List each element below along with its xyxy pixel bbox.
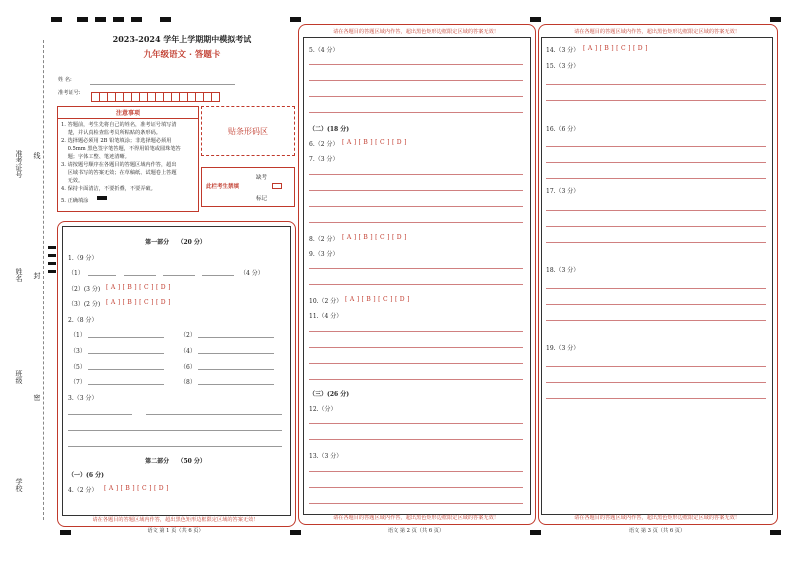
q2-item: （4） [180, 348, 196, 355]
answer-area-2 [303, 37, 531, 515]
q1-r3-options[interactable]: [ A ] [ B ] [ C ] [ D ] [106, 299, 171, 306]
q2-item: （8） [180, 379, 196, 386]
q2-item: （3） [70, 348, 86, 355]
answer-line[interactable] [546, 84, 766, 85]
q2-item: （7） [70, 379, 86, 386]
q8-label: 8.（2 分） [309, 236, 339, 243]
answer-line[interactable] [309, 268, 523, 269]
notice-item: 区域书写的答案无效；在草稿纸、试题卷上答题 [61, 170, 177, 176]
answer-line[interactable] [309, 174, 523, 175]
answer-line[interactable] [309, 222, 523, 223]
side-secret-label: 密 [33, 394, 41, 401]
answer-line[interactable] [546, 210, 766, 211]
answer-notice: 请在各题目的答题区域内作答，超出黑色矩形边框限定区域的答案无效！ [573, 515, 740, 521]
q9-label: 9.（3 分） [309, 251, 339, 258]
barcode-area [201, 106, 295, 156]
side-name-label: 姓名 [15, 268, 23, 282]
sub2-label: （二）(18 分) [309, 126, 350, 133]
absent-text: 标记 [256, 196, 268, 202]
answer-line[interactable] [309, 363, 523, 364]
answer-line[interactable] [546, 242, 766, 243]
barcode-label: 贴条形码区 [228, 126, 268, 136]
q5-label: 5.（4 分） [309, 47, 339, 54]
absent-text: 缺考 [256, 175, 268, 181]
answer-line[interactable] [68, 414, 132, 415]
notice-item: 4. 保持卡面清洁，不要折叠，不要弄破。 [61, 186, 156, 192]
answer-line[interactable] [309, 80, 523, 81]
answer-line[interactable] [309, 64, 523, 65]
answer-line[interactable] [546, 398, 766, 399]
answer-line[interactable] [546, 226, 766, 227]
anchor-mark [77, 17, 88, 22]
section1-title: 第一部分 （20 分） [145, 239, 206, 246]
answer-line[interactable] [309, 347, 523, 348]
answer-line[interactable] [309, 471, 523, 472]
answer-line[interactable] [146, 414, 282, 415]
side-school-label: 学校 [15, 478, 23, 492]
side-ticket-label: 准考证号 [15, 150, 23, 178]
anchor-mark [113, 17, 124, 22]
q4-options[interactable]: [ A ] [ B ] [ C ] [ D ] [104, 485, 169, 492]
notice-item: 0.5mm 黑色签字笔答题，不得用铅笔或圆珠笔答 [61, 146, 181, 152]
sub3-label: （三）(26 分) [309, 391, 350, 398]
exam-title: 2023-2024 学年上学期期中模拟考试 [112, 34, 252, 44]
anchor-mark [48, 246, 56, 249]
q16-label: 16.（6 分） [546, 126, 580, 133]
answer-line[interactable] [202, 275, 234, 276]
answer-line[interactable] [198, 384, 274, 385]
answer-line[interactable] [163, 275, 195, 276]
answer-line[interactable] [309, 423, 523, 424]
answer-line[interactable] [68, 430, 282, 431]
q2-item: （5） [70, 364, 86, 371]
answer-line[interactable] [546, 288, 766, 289]
page-footer: 语文 第 1 页（共 6 页） [147, 528, 204, 534]
anchor-mark [95, 17, 106, 22]
notice-item: 无效。 [61, 178, 84, 184]
q1-r2-options[interactable]: [ A ] [ B ] [ C ] [ D ] [106, 284, 171, 291]
answer-line[interactable] [309, 206, 523, 207]
answer-line[interactable] [68, 446, 282, 447]
answer-area-3 [541, 37, 773, 515]
q13-label: 13.（3 分） [309, 453, 343, 460]
notice-item: 2. 选择题必须用 2B 铅笔填涂；非选择题必须用 [61, 138, 172, 144]
answer-line[interactable] [309, 112, 523, 113]
q19-label: 19.（3 分） [546, 345, 580, 352]
binding-line [43, 40, 44, 520]
anchor-mark [48, 270, 56, 273]
notice-item: 5. 正确填涂 [61, 198, 89, 204]
exam-subtitle: 九年级语文 · 答题卡 [143, 50, 221, 60]
page-footer: 语文 第 3 页（共 6 页） [628, 528, 686, 534]
answer-line[interactable] [546, 100, 766, 101]
anchor-mark [131, 17, 142, 22]
q7-label: 7.（3 分） [309, 156, 339, 163]
answer-line[interactable] [198, 369, 274, 370]
q6-label: 6.（2 分） [309, 141, 339, 148]
answer-line[interactable] [309, 190, 523, 191]
notice-item: 题；字体工整、笔迹清晰。 [61, 154, 130, 160]
answer-line[interactable] [546, 304, 766, 305]
answer-notice: 请在各题目的答题区域内作答，超出黑色矩形边框限定区域的答案无效！ [332, 515, 499, 521]
q1-r3-label: （3）(2 分) [68, 301, 101, 308]
answer-line[interactable] [198, 353, 274, 354]
name-label: 姓 名: [58, 77, 72, 83]
sub1-label: （一）(6 分) [68, 472, 104, 479]
answer-line[interactable] [546, 178, 766, 179]
side-class-label: 班级 [15, 370, 23, 384]
page-footer: 语文 第 2 页（共 6 页） [387, 528, 445, 534]
answer-notice: 请在各题目的答题区域内作答，超出黑色矩形边框限定区域的答案无效！ [332, 29, 499, 35]
notice-item: 楚，并认真检查监考员所粘贴的条形码。 [61, 130, 161, 136]
q10-label: 10.（2 分） [309, 298, 343, 305]
answer-line[interactable] [88, 369, 164, 370]
q11-label: 11.（4 分） [309, 313, 343, 320]
side-line-label: 线 [33, 152, 41, 159]
ticket-number-boxes[interactable] [91, 87, 219, 106]
notice-box [57, 106, 199, 212]
q1-r2-label: （2）(3 分) [68, 286, 101, 293]
q4-label: 4.（2 分） [68, 487, 98, 494]
q14-options[interactable]: [ A ] [ B ] [ C ] [ D ] [583, 45, 648, 52]
notice-item: 3. 请按题号顺序在各题目的答题区域内作答，超出 [61, 162, 177, 168]
ticket-label: 准考证号: [58, 90, 81, 96]
section2-title: 第二部分 （50 分） [145, 458, 206, 465]
q2-item: （6） [180, 364, 196, 371]
answer-notice: 请在各题目的答题区域内作答，超出黑色矩形边框限定区域的答案无效！ [573, 29, 740, 35]
answer-line[interactable] [124, 275, 156, 276]
answer-line[interactable] [309, 487, 523, 488]
q17-label: 17.（3 分） [546, 188, 580, 195]
filled-sample-mark [97, 196, 107, 200]
absent-box [201, 167, 295, 207]
answer-line[interactable] [88, 353, 164, 354]
answer-line[interactable] [546, 366, 766, 367]
answer-line[interactable] [198, 337, 274, 338]
answer-line[interactable] [546, 320, 766, 321]
name-input-line[interactable] [90, 84, 235, 85]
answer-line[interactable] [546, 162, 766, 163]
answer-line[interactable] [88, 384, 164, 385]
q14-label: 14.（3 分） [546, 47, 580, 54]
q2-label: 2.（8 分） [68, 317, 98, 324]
q1-r1-label: （1） [68, 270, 84, 277]
side-seal-label: 封 [33, 272, 41, 279]
anchor-mark [48, 254, 56, 257]
q1-label: 1.（9 分） [68, 255, 98, 262]
answer-notice: 请在各题目的答题区域内作答，超出黑色矩形边框限定区域的答案无效！ [92, 517, 259, 523]
anchor-mark [51, 17, 62, 22]
answer-line[interactable] [309, 379, 523, 380]
absent-checkbox[interactable] [272, 183, 282, 189]
absent-label: 此栏考生禁填 [206, 184, 240, 190]
notice-item: 1. 答题前，考生先将自己的姓名，准考证号填写清 [61, 122, 177, 128]
q3-label: 3.（3 分） [68, 395, 98, 402]
q2-item: （1） [70, 332, 86, 339]
answer-line[interactable] [546, 382, 766, 383]
answer-line[interactable] [309, 439, 523, 440]
answer-line[interactable] [546, 146, 766, 147]
answer-line[interactable] [309, 503, 523, 504]
answer-line[interactable] [88, 275, 116, 276]
answer-line[interactable] [309, 96, 523, 97]
q8-options[interactable]: [ A ] [ B ] [ C ] [ D ] [342, 234, 407, 241]
anchor-mark [530, 17, 541, 22]
answer-line[interactable] [309, 284, 523, 285]
q15-label: 15.（3 分） [546, 63, 580, 70]
q10-options[interactable]: [ A ] [ B ] [ C ] [ D ] [345, 296, 410, 303]
anchor-mark [160, 17, 171, 22]
q12-label: 12.（分） [309, 406, 337, 413]
q18-label: 18.（3 分） [546, 267, 580, 274]
q2-item: （2） [180, 332, 196, 339]
notice-title: 注意事项 [58, 107, 198, 119]
q1-r1-score: （4 分） [240, 270, 264, 277]
q6-options[interactable]: [ A ] [ B ] [ C ] [ D ] [342, 139, 407, 146]
anchor-mark [770, 17, 781, 22]
answer-line[interactable] [88, 337, 164, 338]
anchor-mark [290, 17, 301, 22]
answer-line[interactable] [309, 331, 523, 332]
anchor-mark [48, 262, 56, 265]
